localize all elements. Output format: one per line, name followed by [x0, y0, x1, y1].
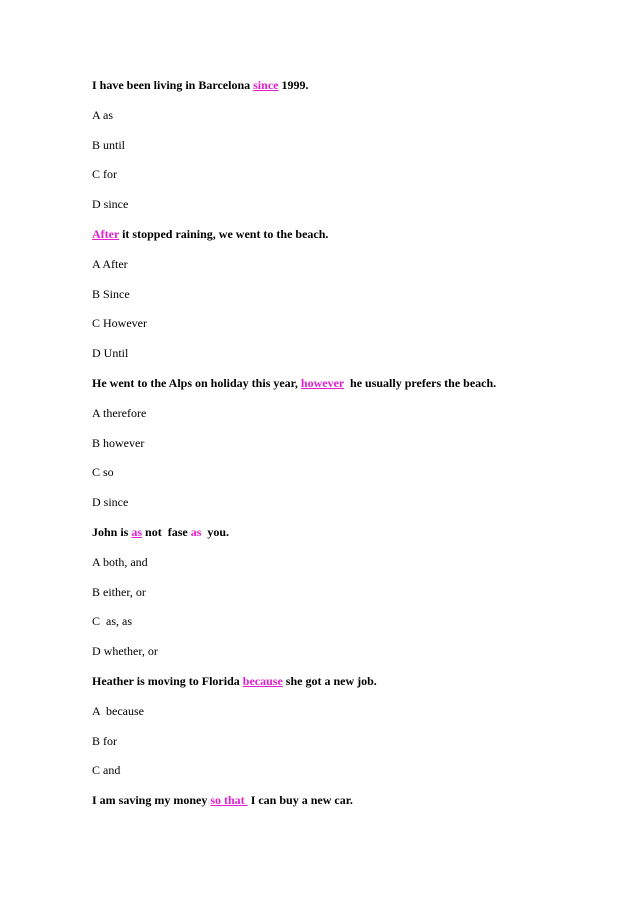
answer-option: D since — [92, 495, 129, 510]
question-line — [92, 523, 612, 553]
answer-option: D since — [92, 197, 129, 212]
question-line — [92, 672, 612, 702]
question-text: I am saving my money — [92, 793, 211, 808]
question-text: it stopped raining, we went to the beach. — [119, 226, 329, 241]
question-line — [92, 225, 612, 255]
answer-option: B until — [92, 137, 126, 152]
answer-option: B Since — [92, 286, 130, 301]
answer-highlight: so that — [210, 793, 248, 808]
question-text: Heather is moving to Florida — [92, 673, 243, 688]
answer-option: A therefore — [92, 405, 147, 420]
answer-option: A After — [92, 256, 128, 271]
answer-option: C However — [92, 316, 147, 331]
question-text: I can buy a new car. — [247, 793, 353, 808]
answer-highlight: however — [300, 375, 345, 390]
answer-highlight: as — [131, 524, 143, 539]
answer-highlight: since — [253, 78, 279, 92]
question-text: she got a new job. — [282, 673, 377, 688]
answer-option: A as — [92, 107, 113, 122]
question-text: He went to the Alps on holiday this year, — [92, 375, 301, 390]
question-text: I have been living in Barcelona — [92, 78, 254, 92]
answer-option: A both, and — [92, 554, 148, 569]
answer-option: C and — [92, 763, 121, 778]
answer-option: A because — [92, 703, 144, 718]
question-text: you. — [201, 524, 230, 539]
answer-option: D Until — [92, 346, 129, 361]
question-line — [92, 791, 612, 821]
question-line — [92, 374, 612, 404]
question-text: 1999. — [278, 78, 309, 92]
question-text: not fase — [142, 524, 191, 539]
answer-option: B for — [92, 733, 117, 748]
answer-option: C for — [92, 167, 117, 182]
question-line — [92, 76, 612, 106]
answer-highlight: because — [242, 673, 283, 688]
answer-option: B either, or — [92, 584, 146, 599]
quiz-content — [92, 76, 612, 821]
answer-highlight: as — [190, 524, 202, 539]
answer-option: C as, as — [92, 614, 132, 629]
answer-option: C so — [92, 465, 114, 480]
answer-option: D whether, or — [92, 644, 158, 659]
answer-highlight: After — [92, 226, 120, 241]
answer-option: B however — [92, 435, 145, 450]
question-text: he usually prefers the beach. — [344, 375, 497, 390]
question-text: John is — [92, 524, 132, 539]
